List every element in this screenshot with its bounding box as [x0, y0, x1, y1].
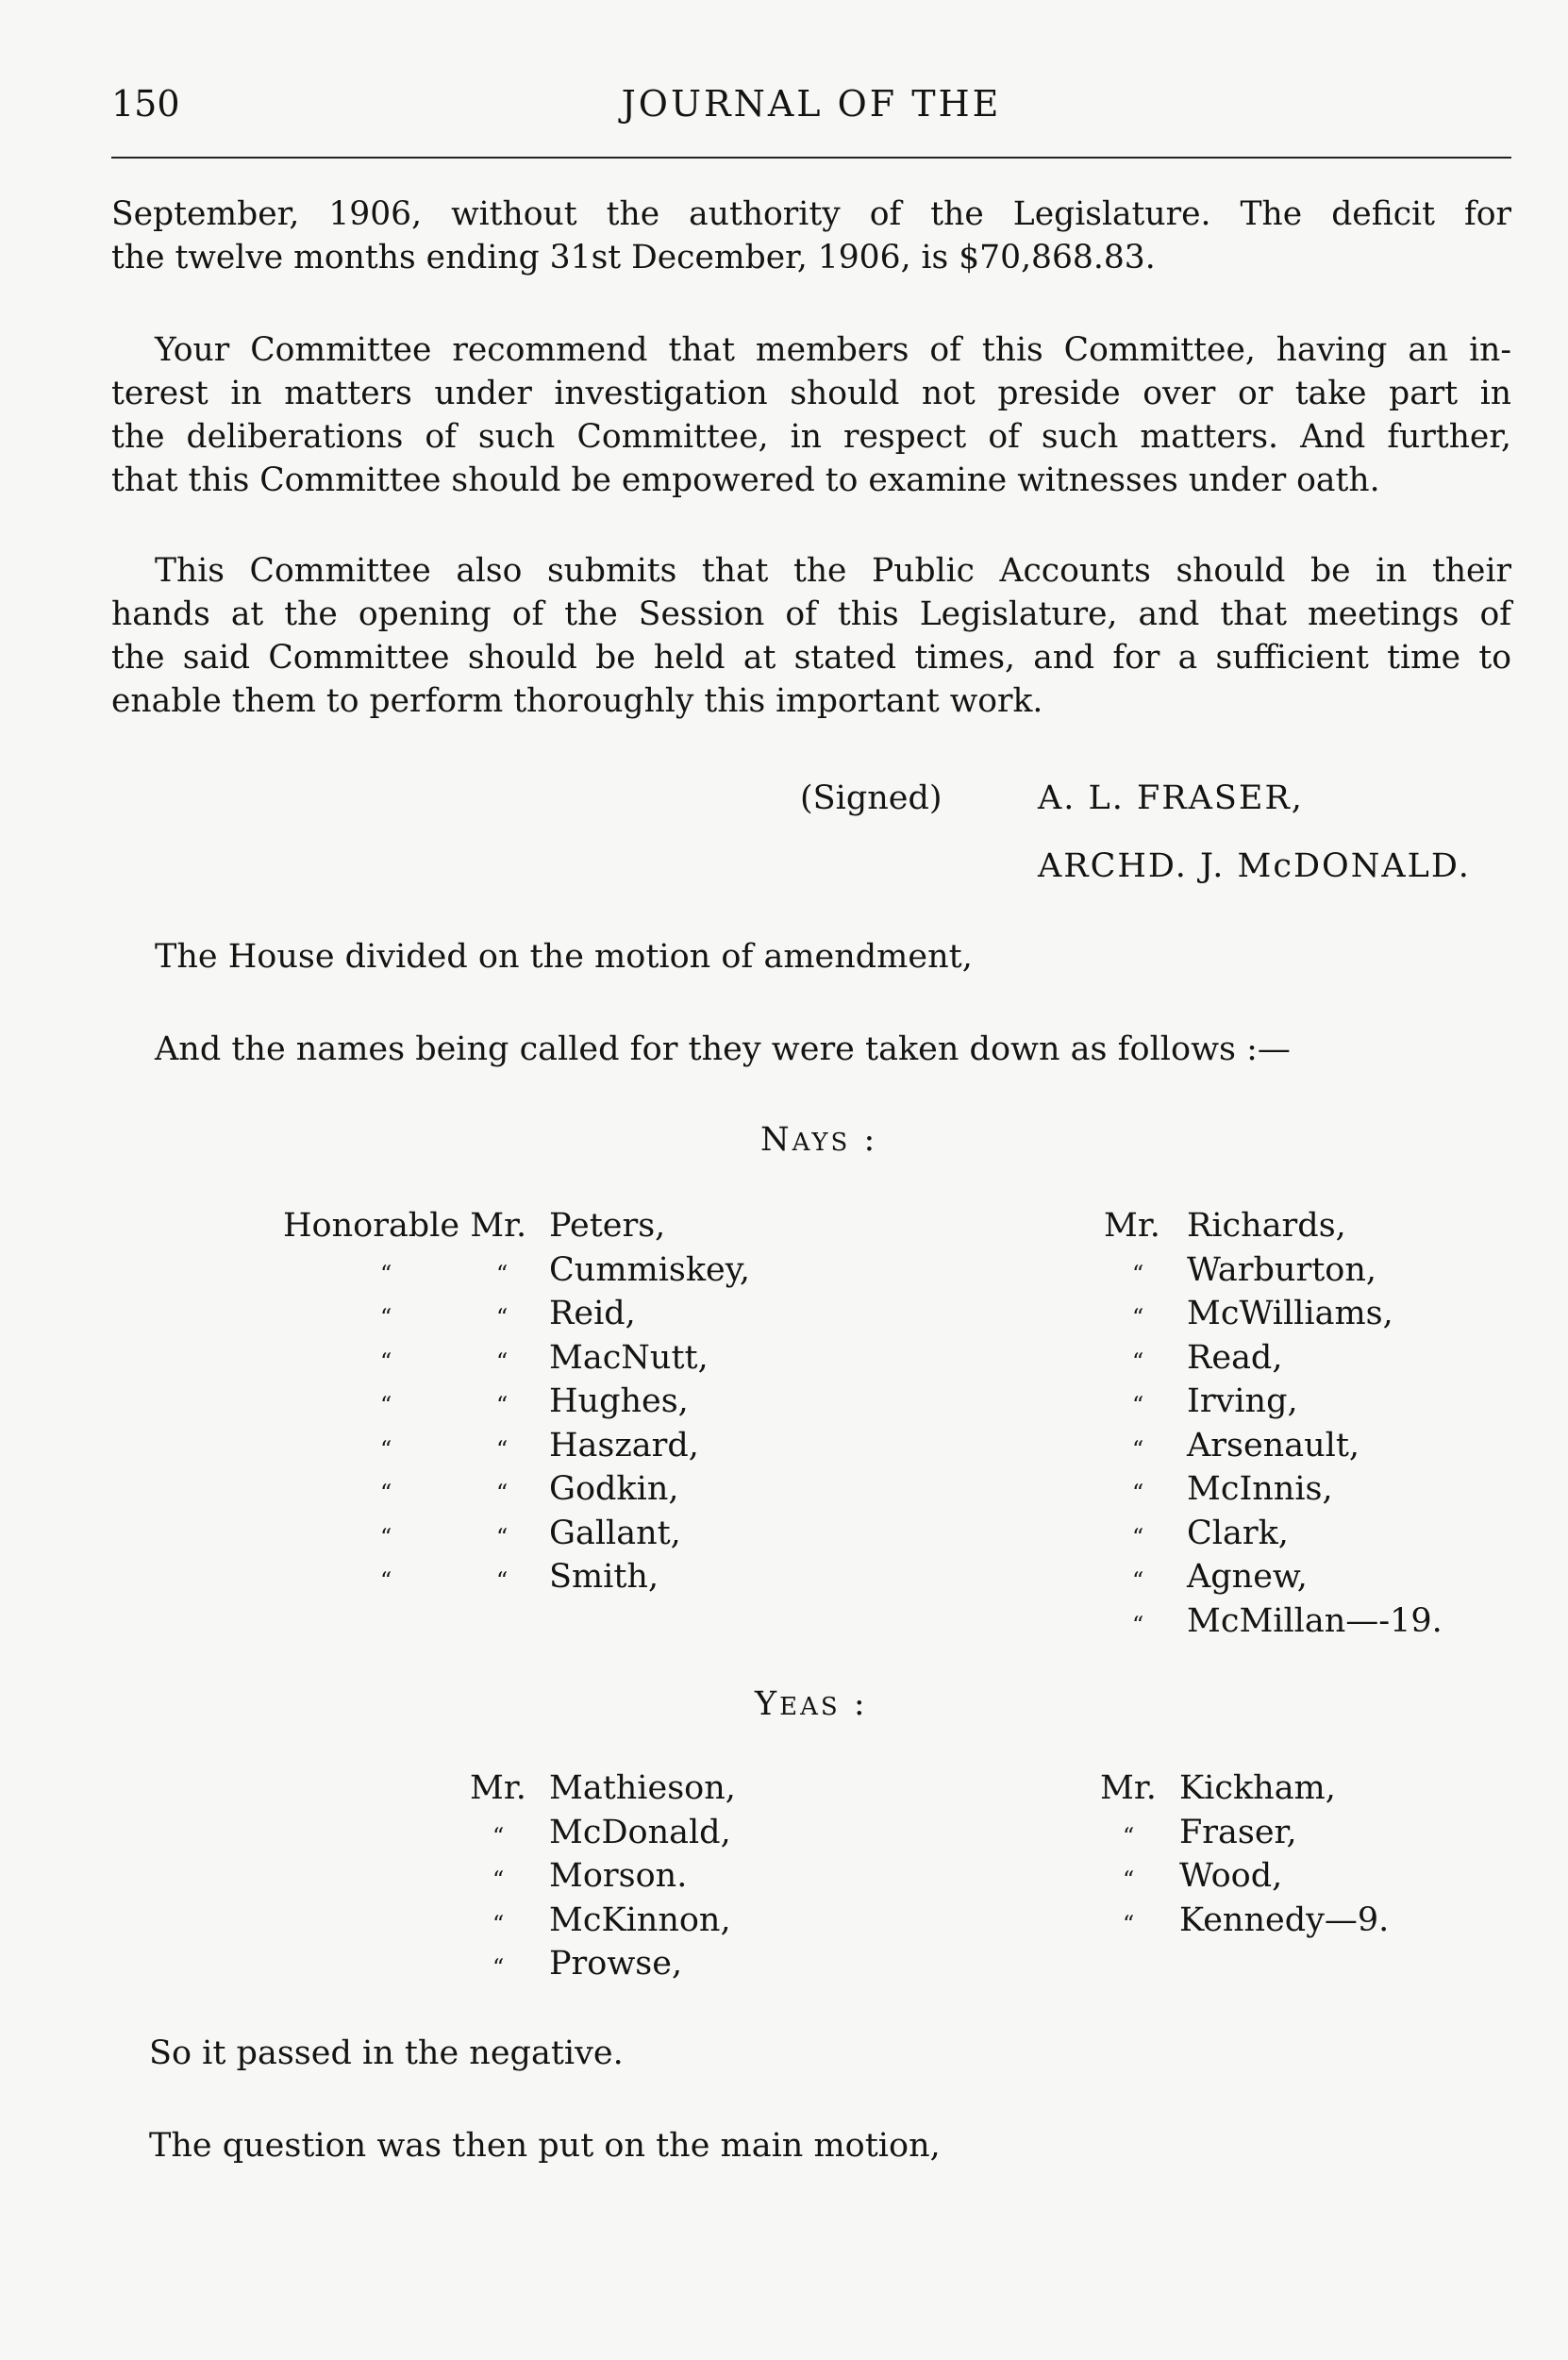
division-statement: The House divided on the motion of amendment,: [155, 938, 973, 976]
list-item: [470, 1811, 847, 1855]
ditto-mark: “: [1123, 1822, 1135, 1850]
signatory-mcdonald: ARCHD. J. McDONALD.: [1038, 847, 1471, 885]
member-name: Read,: [1187, 1338, 1283, 1377]
member-name: Kennedy—9.: [1179, 1900, 1390, 1939]
running-title: JOURNAL OF THE: [621, 83, 1002, 125]
member-name: Richards,: [1187, 1207, 1346, 1245]
list-item: [470, 1942, 847, 1986]
ditto-mark: “: [496, 1392, 509, 1418]
yeas-heading-rest: EAS: [779, 1693, 841, 1721]
ditto-mark: “: [492, 1910, 505, 1937]
member-name: Agnew,: [1187, 1558, 1308, 1596]
member-name: Gallant,: [549, 1514, 681, 1552]
ditto-mark: “: [496, 1347, 509, 1375]
ditto-mark: “: [496, 1523, 509, 1550]
nays-heading-initial: N: [760, 1121, 792, 1159]
nays-left-column: [283, 1204, 811, 1599]
text-line: the deliberations of such Committee, in respect of such matters. And further,: [111, 418, 1511, 456]
list-item: [1104, 1292, 1481, 1336]
list-item: [470, 1899, 847, 1943]
ditto-mark: “: [380, 1347, 392, 1375]
member-title: Mr.: [1100, 1769, 1157, 1807]
list-item: [283, 1336, 811, 1381]
member-name: McKinnon,: [549, 1900, 731, 1939]
member-name: Irving,: [1187, 1382, 1298, 1420]
signatory-fraser: A. L. FRASER,: [1038, 779, 1304, 817]
ditto-mark: “: [1132, 1392, 1144, 1418]
list-item: [1104, 1512, 1481, 1556]
member-name: McInnis,: [1187, 1470, 1333, 1508]
nays-heading-rest: AYS: [792, 1129, 851, 1157]
ditto-mark: “: [496, 1567, 509, 1594]
list-item: [1100, 1766, 1477, 1811]
member-name: Godkin,: [549, 1470, 679, 1508]
list-item: [1104, 1204, 1481, 1248]
ditto-mark: “: [492, 1822, 505, 1850]
list-item: [1104, 1467, 1481, 1512]
ditto-mark: “: [496, 1435, 509, 1463]
member-name: Fraser,: [1179, 1813, 1297, 1851]
ditto-mark: “: [1132, 1567, 1144, 1594]
list-item: [283, 1467, 811, 1512]
member-name: McMillan—-19.: [1187, 1601, 1443, 1640]
nays-right-column: [1104, 1204, 1481, 1643]
member-name: Smith,: [549, 1558, 659, 1596]
nays-heading-colon: :: [863, 1121, 878, 1159]
result-statement: So it passed in the negative.: [149, 2034, 624, 2072]
ditto-mark: “: [496, 1304, 509, 1331]
member-name: Wood,: [1179, 1857, 1283, 1895]
text-line: This Committee also submits that the Public Accounts should be in their: [155, 552, 1511, 590]
page-number: 150: [111, 83, 180, 125]
ditto-mark: “: [496, 1480, 509, 1506]
header-rule: [111, 157, 1511, 159]
list-item: [1100, 1811, 1477, 1855]
list-item: [1104, 1555, 1481, 1599]
yeas-right-column: [1100, 1766, 1477, 1942]
list-item: [1104, 1336, 1481, 1381]
text-line: the said Committee should be held at stated times, and for a sufficient time to: [111, 639, 1511, 677]
paragraph-public-accounts: [111, 549, 1511, 723]
member-name: Cummiskey,: [549, 1250, 751, 1289]
member-name: Reid,: [549, 1295, 636, 1332]
member-title: Mr.: [1104, 1207, 1160, 1245]
list-item: [283, 1424, 811, 1468]
text-line: that this Committee should be empowered to examine witnesses under oath.: [111, 461, 1380, 499]
list-item: [283, 1204, 811, 1248]
list-item: [283, 1292, 811, 1336]
text-line: September, 1906, without the authority of the Legislature. The deficit for: [111, 195, 1511, 233]
member-name: Warburton,: [1187, 1250, 1377, 1289]
member-name: McWilliams,: [1187, 1295, 1393, 1332]
ditto-mark: “: [380, 1304, 392, 1331]
ditto-mark: “: [1132, 1260, 1144, 1287]
text-line: terest in matters under investigation should not preside over or take part in: [111, 375, 1511, 412]
ditto-mark: “: [496, 1260, 509, 1287]
list-item: [1104, 1424, 1481, 1468]
member-name: McDonald,: [549, 1813, 731, 1851]
ditto-mark: “: [492, 1954, 505, 1981]
ditto-mark: “: [1132, 1435, 1144, 1463]
list-item: [283, 1512, 811, 1556]
list-item: [470, 1854, 847, 1899]
main-motion-statement: The question was then put on the main motion,: [149, 2127, 941, 2165]
member-title: Honorable Mr.: [283, 1207, 527, 1245]
ditto-mark: “: [1123, 1910, 1135, 1937]
list-item: [470, 1766, 847, 1811]
yeas-heading-colon: :: [853, 1685, 868, 1723]
yeas-heading-initial: Y: [755, 1685, 780, 1723]
list-item: [1100, 1899, 1477, 1943]
ditto-mark: “: [1132, 1304, 1144, 1331]
ditto-mark: “: [1132, 1480, 1144, 1506]
member-name: Arsenault,: [1187, 1426, 1360, 1465]
list-item: [1104, 1248, 1481, 1293]
text-line: enable them to perform thoroughly this important work.: [111, 682, 1043, 720]
member-name: Peters,: [549, 1207, 666, 1245]
member-name: Kickham,: [1179, 1769, 1336, 1807]
ditto-mark: “: [380, 1435, 392, 1463]
list-item: [283, 1380, 811, 1424]
ditto-mark: “: [492, 1866, 505, 1893]
list-item: [1104, 1380, 1481, 1424]
text-line: the twelve months ending 31st December, 1906, is $70,868.83.: [111, 239, 1156, 276]
nays-heading: [760, 1121, 877, 1159]
list-item: [283, 1555, 811, 1599]
ditto-mark: “: [1132, 1523, 1144, 1550]
list-item: [1104, 1599, 1481, 1644]
member-name: Clark,: [1187, 1514, 1289, 1552]
list-item: [283, 1248, 811, 1293]
member-name: Haszard,: [549, 1426, 699, 1465]
member-name: Hughes,: [549, 1382, 689, 1420]
text-line: hands at the opening of the Session of this Legislature, and that meetings of: [111, 595, 1511, 633]
text-line: Your Committee recommend that members of this Committee, having an in-: [155, 331, 1511, 369]
ditto-mark: “: [380, 1523, 392, 1550]
paragraph-deficit: [111, 192, 1511, 279]
ditto-mark: “: [380, 1480, 392, 1506]
ditto-mark: “: [1132, 1611, 1144, 1638]
ditto-mark: “: [1123, 1866, 1135, 1893]
list-item: [1100, 1854, 1477, 1899]
member-name: Mathieson,: [549, 1769, 736, 1807]
signed-label: (Signed): [800, 779, 942, 817]
member-title: Mr.: [470, 1769, 526, 1807]
names-called-statement: And the names being called for they were taken down as follows :—: [155, 1030, 1291, 1068]
ditto-mark: “: [1132, 1347, 1144, 1375]
ditto-mark: “: [380, 1567, 392, 1594]
paragraph-recommendation: [111, 328, 1511, 502]
member-name: MacNutt,: [549, 1338, 709, 1377]
yeas-left-column: [470, 1766, 847, 1986]
ditto-mark: “: [380, 1392, 392, 1418]
running-header: [111, 83, 1511, 140]
member-name: Morson.: [549, 1857, 688, 1895]
yeas-heading: [755, 1685, 868, 1723]
member-name: Prowse,: [549, 1945, 683, 1983]
ditto-mark: “: [380, 1260, 392, 1287]
